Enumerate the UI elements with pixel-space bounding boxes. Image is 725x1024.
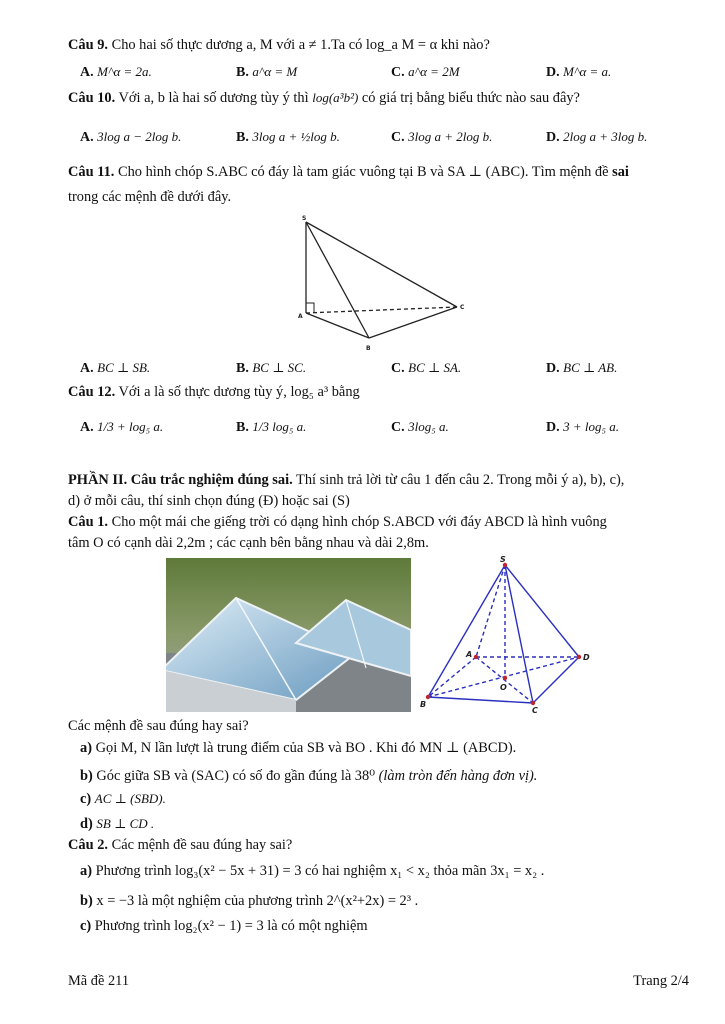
p2q2-item-c: c) Phương trình log₂(x² − 1) = 3 là có một nghiệm xyxy=(80,918,368,934)
p2q2-item-b: b) x = −3 là một nghiệm của phương trình 2^(x²+2x) = 2³ . xyxy=(80,893,419,909)
p2-question-1-stem: Câu 1. Cho một mái che giếng trời có dạng hình chóp S.ABCD với đáy ABCD là hình vuông xyxy=(68,514,607,530)
label-a: A xyxy=(298,313,303,320)
q11-option-c: C. BC ⊥ SA. xyxy=(391,360,462,376)
question-label: Câu 9. xyxy=(68,37,108,53)
label-d: D xyxy=(583,653,590,662)
q10-option-c: C. 3log a + 2log b. xyxy=(391,129,493,145)
p2-question-1-stem-cont: tâm O có cạnh dài 2,2m ; các cạnh bên bằng nhau và dài 2,8m. xyxy=(68,535,429,551)
q12-option-a: A. 1/3 + log₅ a. xyxy=(80,419,164,435)
question-text: Cho hai số thực dương a, M với a ≠ 1.Ta có log_a M = α khi nào? xyxy=(111,37,490,53)
label-o: O xyxy=(500,683,507,692)
label-b: B xyxy=(366,345,371,352)
exam-code: Mã đề 211 xyxy=(68,973,130,989)
label-c: C xyxy=(460,304,465,311)
q9-option-b: B. a^α = M xyxy=(236,64,298,80)
q11-option-d: D. BC ⊥ AB. xyxy=(546,360,618,376)
question-label: Câu 10. xyxy=(68,90,116,106)
p2q1-item-a: a) Gọi M, N lần lượt là trung điểm của SB và BO . Khi đó MN ⊥ (ABCD). xyxy=(80,740,517,756)
question-label: Câu 11. xyxy=(68,164,115,180)
question-10-stem: Câu 10. Với a, b là hai số dương tùy ý thì log(a³b²) có giá trị bằng biểu thức nào sau đây? xyxy=(68,90,580,106)
question-label: Câu 12. xyxy=(68,384,116,400)
question-label: Câu 2. xyxy=(68,837,108,853)
label-b: B xyxy=(420,700,427,709)
q12-option-b: B. 1/3 log₅ a. xyxy=(236,419,307,435)
p2q1-item-b: b) Góc giữa SB và (SAC) có số đo gần đúng là 38⁰ (làm tròn đến hàng đơn vị). xyxy=(80,768,538,784)
q9-option-c: C. a^α = 2M xyxy=(391,64,460,80)
q10-option-a: A. 3log a − 2log b. xyxy=(80,129,182,145)
p2q2-item-a: a) Phương trình log₃(x² − 5x + 31) = 3 có hai nghiệm x₁ < x₂ thỏa mãn 3x₁ = x₂ . xyxy=(80,863,545,879)
page-number: Trang 2/4 xyxy=(633,973,689,989)
label-s: S xyxy=(500,555,506,564)
p2q1-item-c: c) AC ⊥ (SBD). xyxy=(80,791,166,807)
p2q1-prompt: Các mệnh đề sau đúng hay sai? xyxy=(68,718,249,734)
label-a: A xyxy=(466,650,473,659)
log-expression: log(a³b²) xyxy=(312,90,359,105)
q9-option-a: A. M^α = 2a. xyxy=(80,64,152,80)
q10-option-d: D. 2log a + 3log b. xyxy=(546,129,648,145)
label-s: S xyxy=(302,215,307,222)
label-c: C xyxy=(532,706,538,715)
p2-question-2-stem: Câu 2. Các mệnh đề sau đúng hay sai? xyxy=(68,837,293,853)
q9-option-d: D. M^α = a. xyxy=(546,64,612,80)
question-11-stem-cont: trong các mệnh đề dưới đây. xyxy=(68,189,232,205)
question-label: Câu 1. xyxy=(68,514,108,530)
q10-option-b: B. 3log a + ½log b. xyxy=(236,129,340,145)
part-2-intro-cont: d) ở mỗi câu, thí sinh chọn đúng (Đ) hoặc sai (S) xyxy=(68,493,350,509)
section-title: PHẦN II. Câu trắc nghiệm đúng sai. xyxy=(68,472,293,488)
q12-option-d: D. 3 + log₅ a. xyxy=(546,419,620,435)
question-11-stem: Câu 11. Cho hình chóp S.ABC có đáy là tam giác vuông tại B và SA ⊥ (ABC). Tìm mệnh đề sai xyxy=(68,164,629,180)
q12-option-c: C. 3log₅ a. xyxy=(391,419,449,435)
q11-option-a: A. BC ⊥ SB. xyxy=(80,360,151,376)
part-2-heading: PHẦN II. Câu trắc nghiệm đúng sai. Thí sinh trả lời từ câu 1 đến câu 2. Trong mỗi ý a), b), c), xyxy=(68,472,625,488)
q11-option-b: B. BC ⊥ SC. xyxy=(236,360,307,376)
question-12-stem: Câu 12. Với a là số thực dương tùy ý, log₅ a³ bằng xyxy=(68,384,360,400)
p2q1-item-d: d) SB ⊥ CD . xyxy=(80,816,155,832)
